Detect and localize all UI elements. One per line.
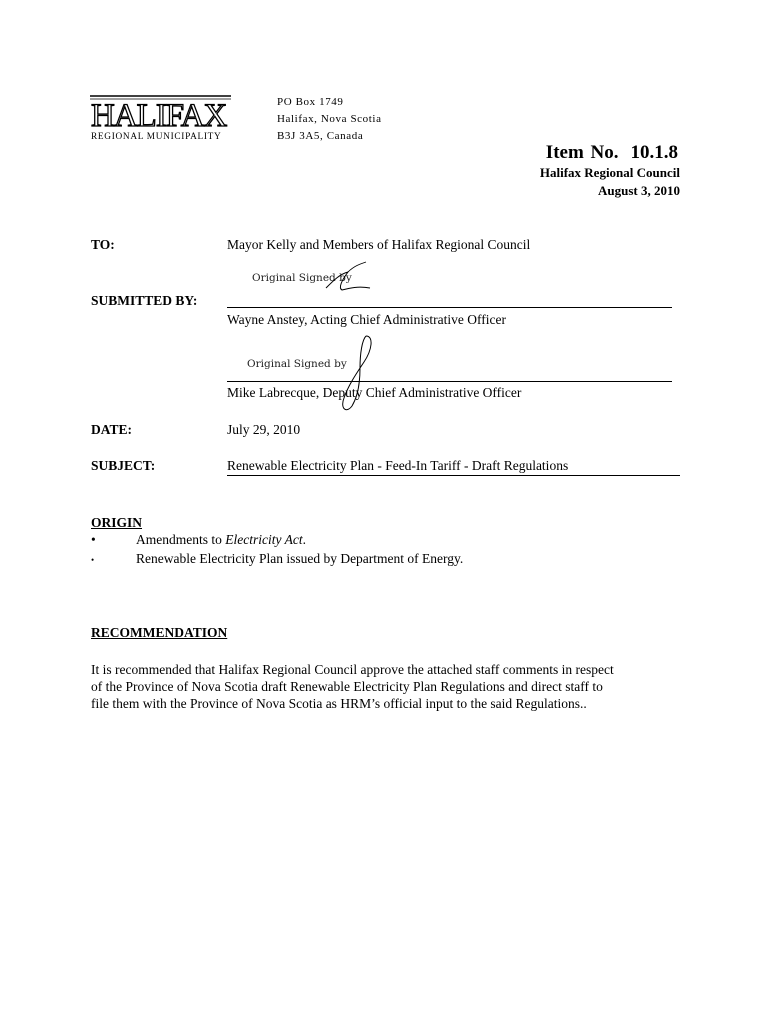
signature-line [227, 307, 672, 308]
paragraph-line: file them with the Province of Nova Scotia as HRM’s official input to the said Regulations.. [91, 696, 587, 711]
council-name: Halifax Regional Council [539, 165, 680, 180]
halifax-logo [88, 88, 233, 144]
item-label: Item No. [545, 142, 619, 163]
signature-line [227, 381, 672, 382]
item-number-heading [546, 142, 678, 164]
origin-heading: ORIGIN [91, 515, 143, 530]
bullet-text: Renewable Electricity Plan issued by Department of Energy. [136, 551, 464, 566]
logo-graphic [88, 88, 233, 144]
signature-note: Original Signed by [252, 272, 352, 284]
subject-value: Renewable Electricity Plan - Feed-In Tariff - Draft Regulations [227, 458, 569, 473]
submitter-name: Mike Labrecque, Deputy Chief Administrative Officer [227, 385, 522, 400]
bullet-text: Amendments to [136, 532, 226, 547]
mailing-address [277, 94, 382, 145]
act-title: Electricity Act [225, 532, 303, 547]
item-number: 10.1.8 [630, 142, 678, 163]
signature-scribble [330, 332, 380, 416]
paragraph-line: It is recommended that Halifax Regional Council approve the attached staff comments in respect [91, 662, 614, 677]
to-value: Mayor Kelly and Members of Halifax Regional Council [227, 237, 531, 252]
origin-bullet [91, 532, 306, 548]
logo-wordmark: HALIFAX [91, 98, 227, 134]
to-label: TO: [91, 237, 115, 252]
subject-underline [227, 475, 680, 476]
date-label: DATE: [91, 422, 133, 437]
recommendation-heading: RECOMMENDATION [91, 625, 228, 640]
bullet-text: . [302, 532, 306, 547]
address-line: Halifax, Nova Scotia [277, 113, 382, 125]
address-line: B3J 3A5, Canada [277, 130, 364, 142]
recommendation-text [91, 661, 686, 712]
origin-bullet [91, 551, 463, 567]
meeting-info [540, 164, 680, 200]
address-line: PO Box 1749 [277, 96, 344, 108]
bullet-icon: • [91, 532, 96, 547]
submitted-by-label: SUBMITTED BY: [91, 293, 198, 308]
date-value: July 29, 2010 [227, 422, 301, 437]
subject-label: SUBJECT: [91, 458, 156, 473]
meeting-date: August 3, 2010 [598, 183, 680, 198]
bullet-icon: • [91, 555, 95, 565]
signature-note: Original Signed by [247, 358, 347, 370]
submitter-name: Wayne Anstey, Acting Chief Administrative Officer [227, 312, 506, 327]
signature-scribble [320, 258, 380, 296]
logo-subtitle: REGIONAL MUNICIPALITY [91, 132, 222, 142]
paragraph-line: of the Province of Nova Scotia draft Renewable Electricity Plan Regulations and direct staff to [91, 679, 603, 694]
